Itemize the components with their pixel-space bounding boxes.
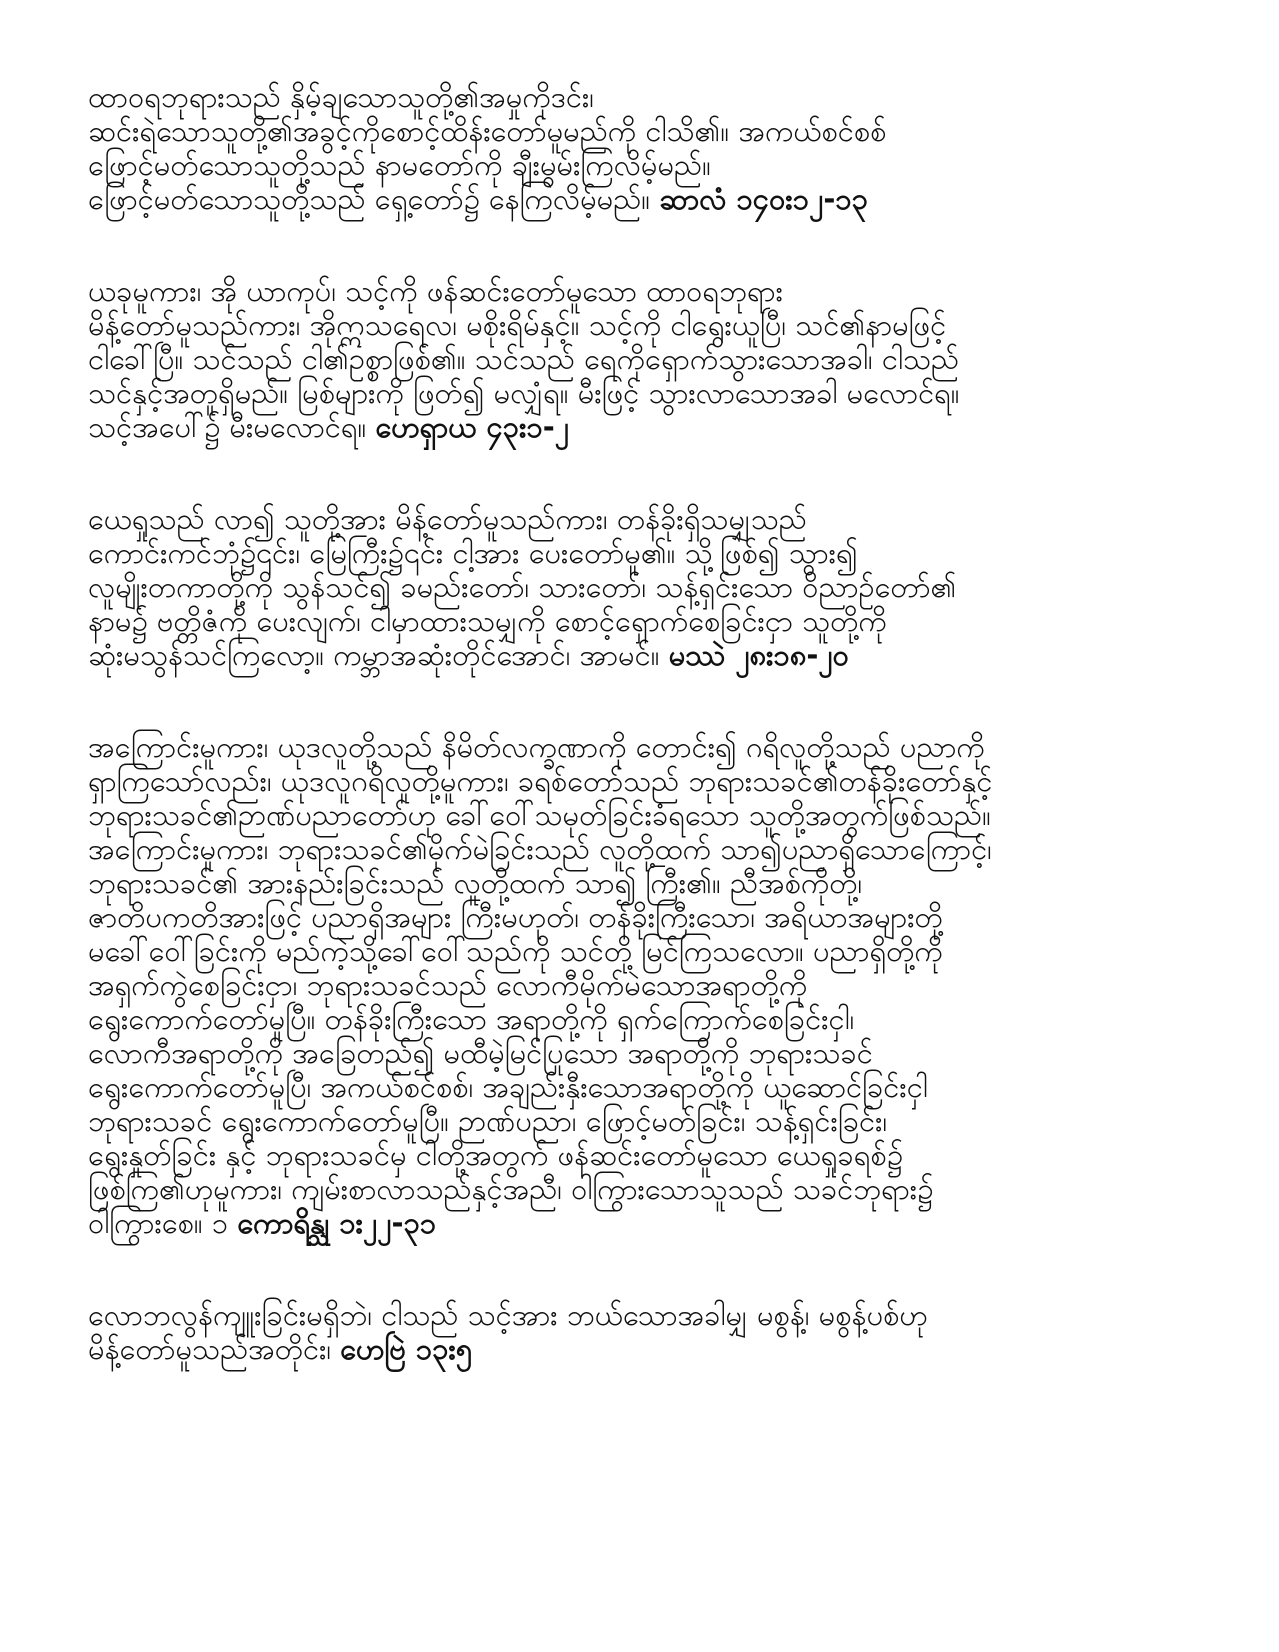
document-page	[88, 80, 1198, 1424]
verse-line-text: ဆုံးမသွန်သင်ကြလော့။ ကမ္ဘာအဆုံးတိုင်အောင်၊ အာမင်။	[88, 638, 660, 672]
verse-line: နာမ၌ ဗတ္တိဇံကို ပေးလျက်၊ ငါမှာထားသမျှကို စောင့်ရှောက်စေခြင်းငှာ သူတို့ကို	[88, 604, 887, 638]
verse-block	[88, 502, 1198, 672]
verse-block	[88, 730, 1198, 1240]
verse-line: ယေရှုသည် လာ၍ သူတို့အား မိန့်တော်မူသည်ကား၊ တန်ခိုးရှိသမျှသည်	[88, 502, 807, 536]
verse-line: ကောင်းကင်ဘုံ၌၎င်း၊ မြေကြီး၌၎င်း ငါ့အား ပေးတော်မူ၏။ သို့ဖြစ်၍ သွား၍	[88, 536, 858, 570]
verse-line: ဖြစ်ကြ၏ဟုမူကား၊ ကျမ်းစာလာသည်နှင့်အညီ၊ ဝါကြွားသောသူသည် သခင်ဘုရား၌	[88, 1172, 934, 1206]
verse-line	[88, 410, 1198, 444]
verse-line: ရွေးကောက်တော်မူပြီ။ တန်ခိုးကြီးသော အရာတို့ကို ရှက်ကြောက်စေခြင်းငှါ၊	[88, 1002, 855, 1036]
verse-line: ယခုမူကား၊ အို ယာကုပ်၊ သင့်ကို ဖန်ဆင်းတော်မူသော ထာဝရဘုရား	[88, 274, 783, 308]
verse-block	[88, 80, 1198, 216]
verse-line: မိန့်တော်မူသည်ကား၊ အိုဣသရေလ၊ မစိုးရိမ်နှင့်။ သင့်ကို ငါရွေးယူပြီ၊ သင်၏နာမဖြင့်	[88, 308, 947, 342]
verse-line: ဆင်းရဲသောသူတို့၏အခွင့်ကိုစောင့်ထိန်းတော်မူမည်ကို ငါသိ၏။ အကယ်စင်စစ်	[88, 114, 887, 148]
verse-line: ရှာကြသော်လည်း၊ ယုဒလူဂရိလူတို့မူကား၊ ခရစ်တော်သည် ဘုရားသခင်၏တန်ခိုးတော်နှင့်	[88, 764, 993, 798]
verse-reference: ဆာလံ ၁၄၀း၁၂-၁၃	[659, 182, 869, 216]
verse-line: ဇာတိပကတိအားဖြင့် ပညာရှိအများ ကြီးမဟုတ်၊ တန်ခိုးကြီးသော၊ အရိယာအများတို့	[88, 900, 943, 934]
verse-line: ရွေးကောက်တော်မူပြီ၊ အကယ်စင်စစ်၊ အချည်းနှီးသောအရာတို့ကို ယူဆောင်ခြင်းငှါ	[88, 1070, 928, 1104]
verse-line: ဖြောင့်မတ်သောသူတို့သည် နာမတော်ကို ချီးမွမ်းကြလိမ့်မည်။	[88, 148, 711, 182]
verse-line: မခေါ်ဝေါ်ခြင်းကို မည်ကဲ့သို့ခေါ်ဝေါ်သည်ကို သင်တို့ မြင်ကြသလော။ ပညာရှိတို့ကို	[88, 934, 943, 968]
verse-line-text: ဝါကြွားစေ။ ၁	[88, 1206, 229, 1240]
verse-reference: ဟေဗြဲ ၁၃း၅	[340, 1332, 473, 1366]
verse-reference: မဿဲ ၂၈း၁၈-၂၀	[668, 638, 849, 672]
verse-line: လောဘလွန်ကျူးခြင်းမရှိဘဲ၊ ငါသည် သင့်အား ဘယ်သောအခါမျှ မစွန့်၊ မစွန့်ပစ်ဟု	[88, 1298, 928, 1332]
verse-line: ဘုရားသခင်၏ဉာဏ်ပညာတော်ဟု ခေါ်ဝေါ်သမုတ်ခြင်းခံရသော သူတို့အတွက်ဖြစ်သည်။	[88, 798, 991, 832]
verse-line: ထာဝရဘုရားသည် နှိမ့်ချသောသူတို့၏အမှုကိုဒင်း၊	[88, 80, 594, 114]
verse-line: ဘုရားသခင် ရွေးကောက်တော်မူပြီ။ ဉာဏ်ပညာ၊ ဖြောင့်မတ်ခြင်း၊ သန့်ရှင်းခြင်း၊	[88, 1104, 888, 1138]
verse-line: ဘုရားသခင်၏ အားနည်းခြင်းသည် လူတို့ထက် သာ၍ ကြီး၏။ ညီအစ်ကိုတို့၊	[88, 866, 863, 900]
verse-line: ရွေးနှုတ်ခြင်း နှင့် ဘုရားသခင်မှ ငါတို့အတွက် ဖန်ဆင်းတော်မူသော ယေရှုခရစ်၌	[88, 1138, 903, 1172]
verse-line: အကြောင်းမူကား၊ ဘုရားသခင်၏မိုက်မဲခြင်းသည် လူတို့ထက် သာ၍ပညာရှိသောကြောင့်၊	[88, 832, 992, 866]
verse-line	[88, 638, 1198, 672]
verse-line-text: သင့်အပေါ်၌ မီးမလောင်ရ။	[88, 410, 367, 444]
verse-reference: ဟေရှာယ ၄၃း၁-၂	[375, 410, 570, 444]
verse-block	[88, 274, 1198, 444]
verse-line-text: မိန့်တော်မူသည်အတိုင်း၊	[88, 1332, 332, 1366]
verse-line: ငါခေါ်ပြီ။ သင်သည် ငါ၏ဥစ္စာဖြစ်၏။ သင်သည် ရေကိုရှောက်သွားသောအခါ၊ ငါသည်	[88, 342, 960, 376]
verse-line	[88, 1206, 1198, 1240]
verse-line: လောကီအရာတို့ကို အခြေတည်၍ မထီမဲ့မြင်ပြုသော အရာတို့ကို ဘုရားသခင်	[88, 1036, 873, 1070]
verse-reference: ကောရိန္သု ၁း၂၂-၃၁	[237, 1206, 437, 1240]
verse-block	[88, 1298, 1198, 1366]
verse-line	[88, 1332, 1198, 1366]
verse-line: သင်နှင့်အတူရှိမည်။ မြစ်များကို ဖြတ်၍ မလျှံရ။ မီးဖြင့် သွားလာသောအခါ မလောင်ရ။	[88, 376, 960, 410]
verse-line-text: ဖြောင့်မတ်သောသူတို့သည် ရှေ့တော်၌ နေကြလိမ့်မည်။	[88, 182, 651, 216]
verse-line: အကြောင်းမူကား၊ ယုဒလူတို့သည် နိမိတ်လက္ခဏာကို တောင်း၍ ဂရိလူတို့သည် ပညာကို	[88, 730, 985, 764]
verse-line: လူမျိုးတကာတို့ကို သွန်သင်၍ ခမည်းတော်၊ သားတော်၊ သန့်ရှင်းသော ဝိညာဉ်တော်၏	[88, 570, 957, 604]
verse-line: အရှက်ကွဲစေခြင်းငှာ၊ ဘုရားသခင်သည် လောကီမိုက်မဲသောအရာတို့ကို	[88, 968, 808, 1002]
verse-line	[88, 182, 1198, 216]
